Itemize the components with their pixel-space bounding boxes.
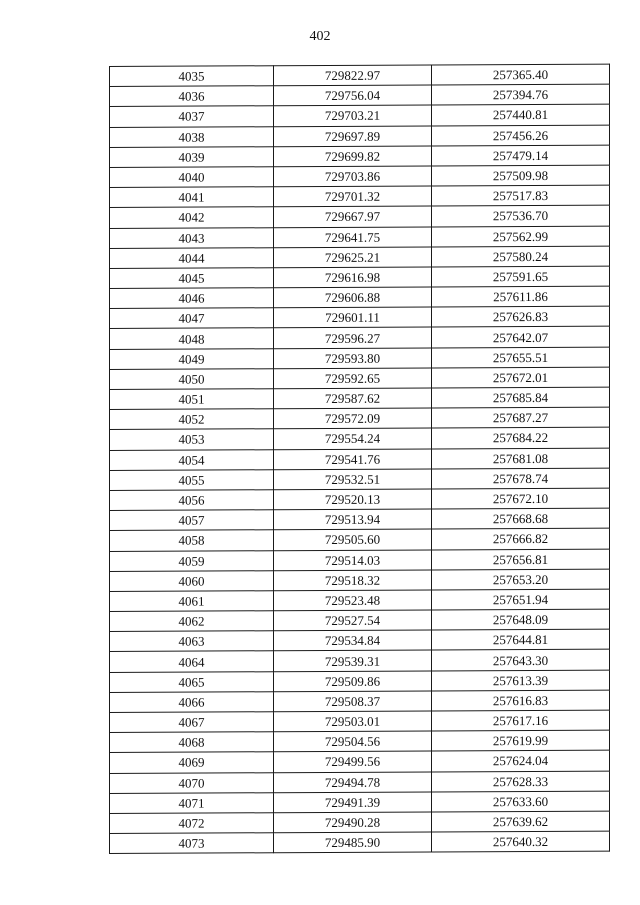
point-number-cell: 4071 — [110, 792, 274, 813]
y-coordinate-cell: 257655.51 — [432, 347, 610, 368]
table-row — [110, 266, 610, 289]
y-coordinate-cell: 257628.33 — [432, 771, 610, 792]
point-number-cell: 4037 — [110, 106, 274, 127]
y-coordinate-cell: 257580.24 — [432, 246, 610, 267]
point-number-cell: 4047 — [110, 308, 274, 329]
y-coordinate-cell: 257666.82 — [432, 528, 610, 549]
y-coordinate-cell: 257509.98 — [432, 165, 610, 186]
table-row — [110, 84, 610, 107]
table-row — [110, 609, 610, 632]
table-row — [110, 488, 610, 511]
x-coordinate-cell: 729494.78 — [274, 772, 432, 793]
y-coordinate-cell: 257648.09 — [432, 609, 610, 630]
point-number-cell: 4036 — [110, 86, 274, 107]
table-row — [110, 670, 610, 693]
point-number-cell: 4056 — [110, 490, 274, 511]
x-coordinate-cell: 729539.31 — [274, 650, 432, 671]
x-coordinate-cell: 729499.56 — [274, 751, 432, 772]
point-number-cell: 4040 — [110, 167, 274, 188]
table-row — [110, 589, 610, 612]
table-row — [110, 468, 610, 491]
y-coordinate-cell: 257456.26 — [432, 125, 610, 146]
point-number-cell: 4061 — [110, 591, 274, 612]
x-coordinate-cell: 729592.65 — [274, 368, 432, 389]
table-row — [110, 64, 610, 87]
x-coordinate-cell: 729822.97 — [274, 65, 432, 86]
point-number-cell: 4051 — [110, 389, 274, 410]
point-number-cell: 4058 — [110, 530, 274, 551]
x-coordinate-cell: 729625.21 — [274, 247, 432, 268]
y-coordinate-cell: 257394.76 — [432, 84, 610, 105]
point-number-cell: 4073 — [110, 833, 274, 854]
point-number-cell: 4068 — [110, 732, 274, 753]
point-number-cell: 4041 — [110, 187, 274, 208]
x-coordinate-cell: 729699.82 — [274, 146, 432, 167]
x-coordinate-cell: 729504.56 — [274, 731, 432, 752]
point-number-cell: 4057 — [110, 510, 274, 531]
y-coordinate-cell: 257613.39 — [432, 670, 610, 691]
table-row — [110, 650, 610, 673]
point-number-cell: 4060 — [110, 570, 274, 591]
table-row — [110, 347, 610, 370]
table-row — [110, 791, 610, 814]
point-number-cell: 4070 — [110, 772, 274, 793]
y-coordinate-cell: 257365.40 — [432, 64, 610, 85]
point-number-cell: 4053 — [110, 429, 274, 450]
table-row — [110, 448, 610, 471]
x-coordinate-cell: 729509.86 — [274, 671, 432, 692]
point-number-cell: 4038 — [110, 126, 274, 147]
y-coordinate-cell: 257687.27 — [432, 407, 610, 428]
point-number-cell: 4055 — [110, 469, 274, 490]
y-coordinate-cell: 257681.08 — [432, 448, 610, 469]
point-number-cell: 4067 — [110, 712, 274, 733]
y-coordinate-cell: 257611.86 — [432, 286, 610, 307]
y-coordinate-cell: 257619.99 — [432, 730, 610, 751]
table-row — [110, 185, 610, 208]
y-coordinate-cell: 257536.70 — [432, 205, 610, 226]
x-coordinate-cell: 729593.80 — [274, 348, 432, 369]
x-coordinate-cell: 729667.97 — [274, 206, 432, 227]
coordinate-table-container — [109, 64, 609, 855]
table-row — [110, 690, 610, 713]
y-coordinate-cell: 257684.22 — [432, 428, 610, 449]
point-number-cell: 4046 — [110, 288, 274, 309]
x-coordinate-cell: 729520.13 — [274, 489, 432, 510]
x-coordinate-cell: 729641.75 — [274, 226, 432, 247]
x-coordinate-cell: 729572.09 — [274, 408, 432, 429]
x-coordinate-cell: 729505.60 — [274, 529, 432, 550]
table-row — [110, 286, 610, 309]
y-coordinate-cell: 257562.99 — [432, 226, 610, 247]
point-number-cell: 4062 — [110, 611, 274, 632]
table-row — [110, 549, 610, 572]
x-coordinate-cell: 729514.03 — [274, 549, 432, 570]
point-number-cell: 4059 — [110, 550, 274, 571]
x-coordinate-cell: 729554.24 — [274, 428, 432, 449]
y-coordinate-cell: 257668.68 — [432, 508, 610, 529]
table-row — [110, 771, 610, 794]
table-row — [110, 165, 610, 188]
table-row — [110, 730, 610, 753]
table-row — [110, 569, 610, 592]
table-row — [110, 205, 610, 228]
y-coordinate-cell: 257640.32 — [432, 831, 610, 852]
y-coordinate-cell: 257624.04 — [432, 751, 610, 772]
x-coordinate-cell: 729503.01 — [274, 711, 432, 732]
table-row — [110, 811, 610, 834]
y-coordinate-cell: 257617.16 — [432, 710, 610, 731]
table-row — [110, 629, 610, 652]
x-coordinate-cell: 729518.32 — [274, 570, 432, 591]
point-number-cell: 4044 — [110, 247, 274, 268]
x-coordinate-cell: 729703.86 — [274, 166, 432, 187]
y-coordinate-cell: 257479.14 — [432, 145, 610, 166]
table-row — [110, 508, 610, 531]
x-coordinate-cell: 729523.48 — [274, 590, 432, 611]
x-coordinate-cell: 729508.37 — [274, 691, 432, 712]
table-row — [110, 751, 610, 774]
table-row — [110, 407, 610, 430]
y-coordinate-cell: 257616.83 — [432, 690, 610, 711]
coordinate-table-body — [110, 64, 610, 854]
x-coordinate-cell: 729616.98 — [274, 267, 432, 288]
x-coordinate-cell: 729756.04 — [274, 85, 432, 106]
y-coordinate-cell: 257651.94 — [432, 589, 610, 610]
point-number-cell: 4043 — [110, 227, 274, 248]
point-number-cell: 4049 — [110, 348, 274, 369]
point-number-cell: 4048 — [110, 328, 274, 349]
x-coordinate-cell: 729532.51 — [274, 469, 432, 490]
point-number-cell: 4054 — [110, 449, 274, 470]
table-row — [110, 367, 610, 390]
x-coordinate-cell: 729697.89 — [274, 126, 432, 147]
coordinate-table — [109, 64, 610, 855]
table-row — [110, 831, 610, 854]
point-number-cell: 4072 — [110, 813, 274, 834]
table-row — [110, 105, 610, 128]
y-coordinate-cell: 257591.65 — [432, 266, 610, 287]
y-coordinate-cell: 257685.84 — [432, 387, 610, 408]
x-coordinate-cell: 729490.28 — [274, 812, 432, 833]
table-row — [110, 246, 610, 269]
point-number-cell: 4042 — [110, 207, 274, 228]
table-row — [110, 710, 610, 733]
point-number-cell: 4063 — [110, 631, 274, 652]
y-coordinate-cell: 257626.83 — [432, 306, 610, 327]
x-coordinate-cell: 729596.27 — [274, 327, 432, 348]
y-coordinate-cell: 257633.60 — [432, 791, 610, 812]
y-coordinate-cell: 257656.81 — [432, 549, 610, 570]
page-number: 402 — [309, 29, 331, 44]
point-number-cell: 4050 — [110, 369, 274, 390]
point-number-cell: 4045 — [110, 268, 274, 289]
y-coordinate-cell: 257642.07 — [432, 327, 610, 348]
x-coordinate-cell: 729527.54 — [274, 610, 432, 631]
x-coordinate-cell: 729587.62 — [274, 388, 432, 409]
table-row — [110, 428, 610, 451]
table-row — [110, 226, 610, 249]
y-coordinate-cell: 257644.81 — [432, 629, 610, 650]
table-row — [110, 387, 610, 410]
point-number-cell: 4039 — [110, 146, 274, 167]
point-number-cell: 4066 — [110, 692, 274, 713]
table-row — [110, 528, 610, 551]
x-coordinate-cell: 729601.11 — [274, 307, 432, 328]
y-coordinate-cell: 257517.83 — [432, 185, 610, 206]
x-coordinate-cell: 729534.84 — [274, 630, 432, 651]
x-coordinate-cell: 729513.94 — [274, 509, 432, 530]
point-number-cell: 4052 — [110, 409, 274, 430]
x-coordinate-cell: 729485.90 — [274, 832, 432, 853]
table-row — [110, 306, 610, 329]
table-row — [110, 125, 610, 148]
x-coordinate-cell: 729606.88 — [274, 287, 432, 308]
point-number-cell: 4035 — [110, 66, 274, 87]
x-coordinate-cell: 729701.32 — [274, 186, 432, 207]
table-row — [110, 145, 610, 168]
y-coordinate-cell: 257672.10 — [432, 488, 610, 509]
point-number-cell: 4065 — [110, 671, 274, 692]
x-coordinate-cell: 729703.21 — [274, 105, 432, 126]
x-coordinate-cell: 729541.76 — [274, 449, 432, 470]
y-coordinate-cell: 257653.20 — [432, 569, 610, 590]
table-row — [110, 327, 610, 350]
point-number-cell: 4069 — [110, 752, 274, 773]
y-coordinate-cell: 257678.74 — [432, 468, 610, 489]
y-coordinate-cell: 257639.62 — [432, 811, 610, 832]
point-number-cell: 4064 — [110, 651, 274, 672]
y-coordinate-cell: 257643.30 — [432, 650, 610, 671]
y-coordinate-cell: 257672.01 — [432, 367, 610, 388]
y-coordinate-cell: 257440.81 — [432, 105, 610, 126]
x-coordinate-cell: 729491.39 — [274, 792, 432, 813]
